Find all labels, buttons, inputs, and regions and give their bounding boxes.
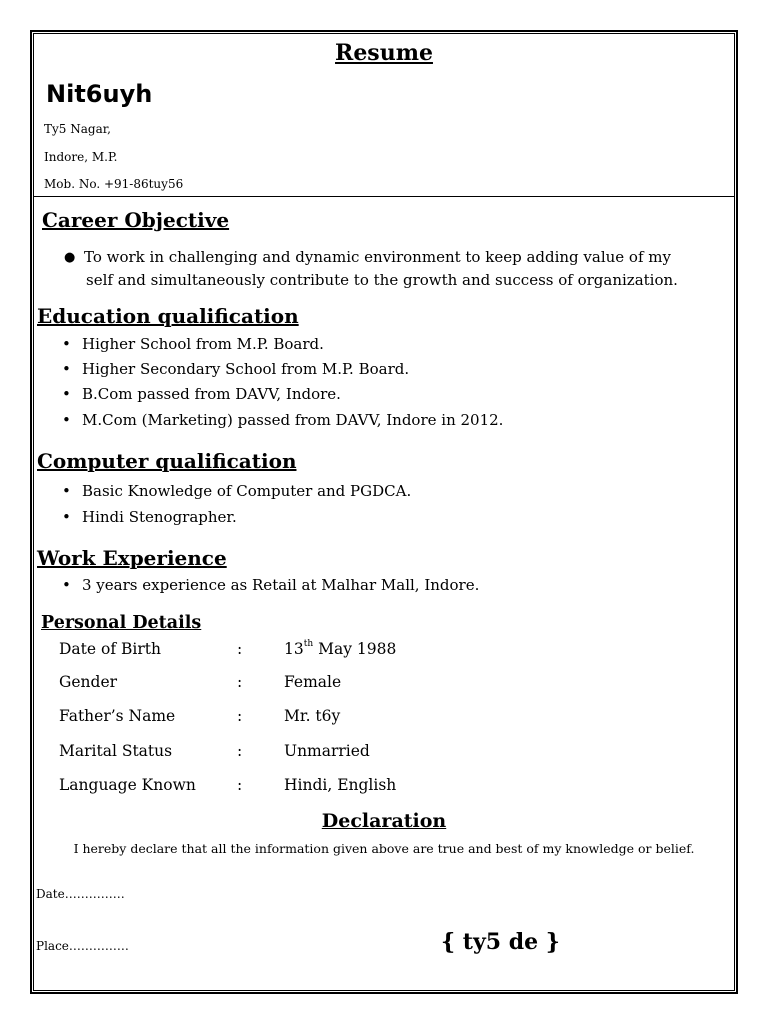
language-label: Language Known: [59, 776, 196, 794]
dob-month-year: May 1988: [318, 640, 397, 658]
marital-status-value: Unmarried: [284, 742, 370, 760]
computer-heading: Computer qualification: [37, 449, 297, 473]
candidate-name: Nit6uyh: [46, 80, 153, 108]
father-name-value: Mr. t6y: [284, 707, 341, 725]
signature: { ty5 de }: [441, 929, 560, 955]
header-divider: [33, 196, 735, 197]
career-objective-line-2: self and simultaneously contribute to the growth and success of organization.: [86, 271, 678, 289]
work-heading: Work Experience: [37, 546, 227, 570]
dob-value: [284, 640, 396, 658]
education-heading: Education qualification: [37, 304, 299, 328]
address-line-2: Indore, M.P.: [44, 150, 118, 164]
gender-value: Female: [284, 673, 342, 691]
resume-title: Resume: [335, 40, 433, 66]
father-name-label: Father’s Name: [59, 707, 176, 725]
language-separator: :: [237, 776, 243, 794]
education-item: • Higher Secondary School from M.P. Board.: [82, 360, 409, 378]
education-item: • Higher School from M.P. Board.: [82, 335, 324, 353]
dob-day: 13: [284, 640, 304, 658]
education-item: • B.Com passed from DAVV, Indore.: [82, 385, 341, 403]
gender-separator: :: [237, 673, 243, 691]
dob-suffix: th: [303, 639, 314, 649]
marital-status-separator: :: [237, 742, 243, 760]
place-label: Place……………: [36, 939, 129, 953]
address-line-1: Ty5 Nagar,: [44, 122, 111, 136]
declaration-heading: Declaration: [321, 810, 447, 832]
declaration-text: I hereby declare that all the information given above are true and best of my knowledge or belief.: [73, 841, 695, 856]
computer-item: • Basic Knowledge of Computer and PGDCA.: [82, 482, 411, 500]
career-objective-line-1: ● To work in challenging and dynamic environment to keep adding value of my: [84, 248, 671, 266]
gender-label: Gender: [59, 673, 118, 691]
dob-separator: :: [237, 640, 243, 658]
computer-item: • Hindi Stenographer.: [82, 508, 237, 526]
personal-details-heading: Personal Details: [41, 613, 202, 633]
father-name-separator: :: [237, 707, 243, 725]
language-value: Hindi, English: [284, 776, 397, 794]
date-label: Date……………: [36, 887, 125, 901]
education-item: • M.Com (Marketing) passed from DAVV, Indore in 2012.: [82, 411, 503, 429]
dob-label: Date of Birth: [59, 640, 161, 658]
career-objective-heading: Career Objective: [42, 208, 230, 232]
mobile-number: Mob. No. +91-86tuy56: [44, 177, 184, 191]
marital-status-label: Marital Status: [59, 742, 173, 760]
work-item: • 3 years experience as Retail at Malhar Mall, Indore.: [82, 576, 479, 594]
